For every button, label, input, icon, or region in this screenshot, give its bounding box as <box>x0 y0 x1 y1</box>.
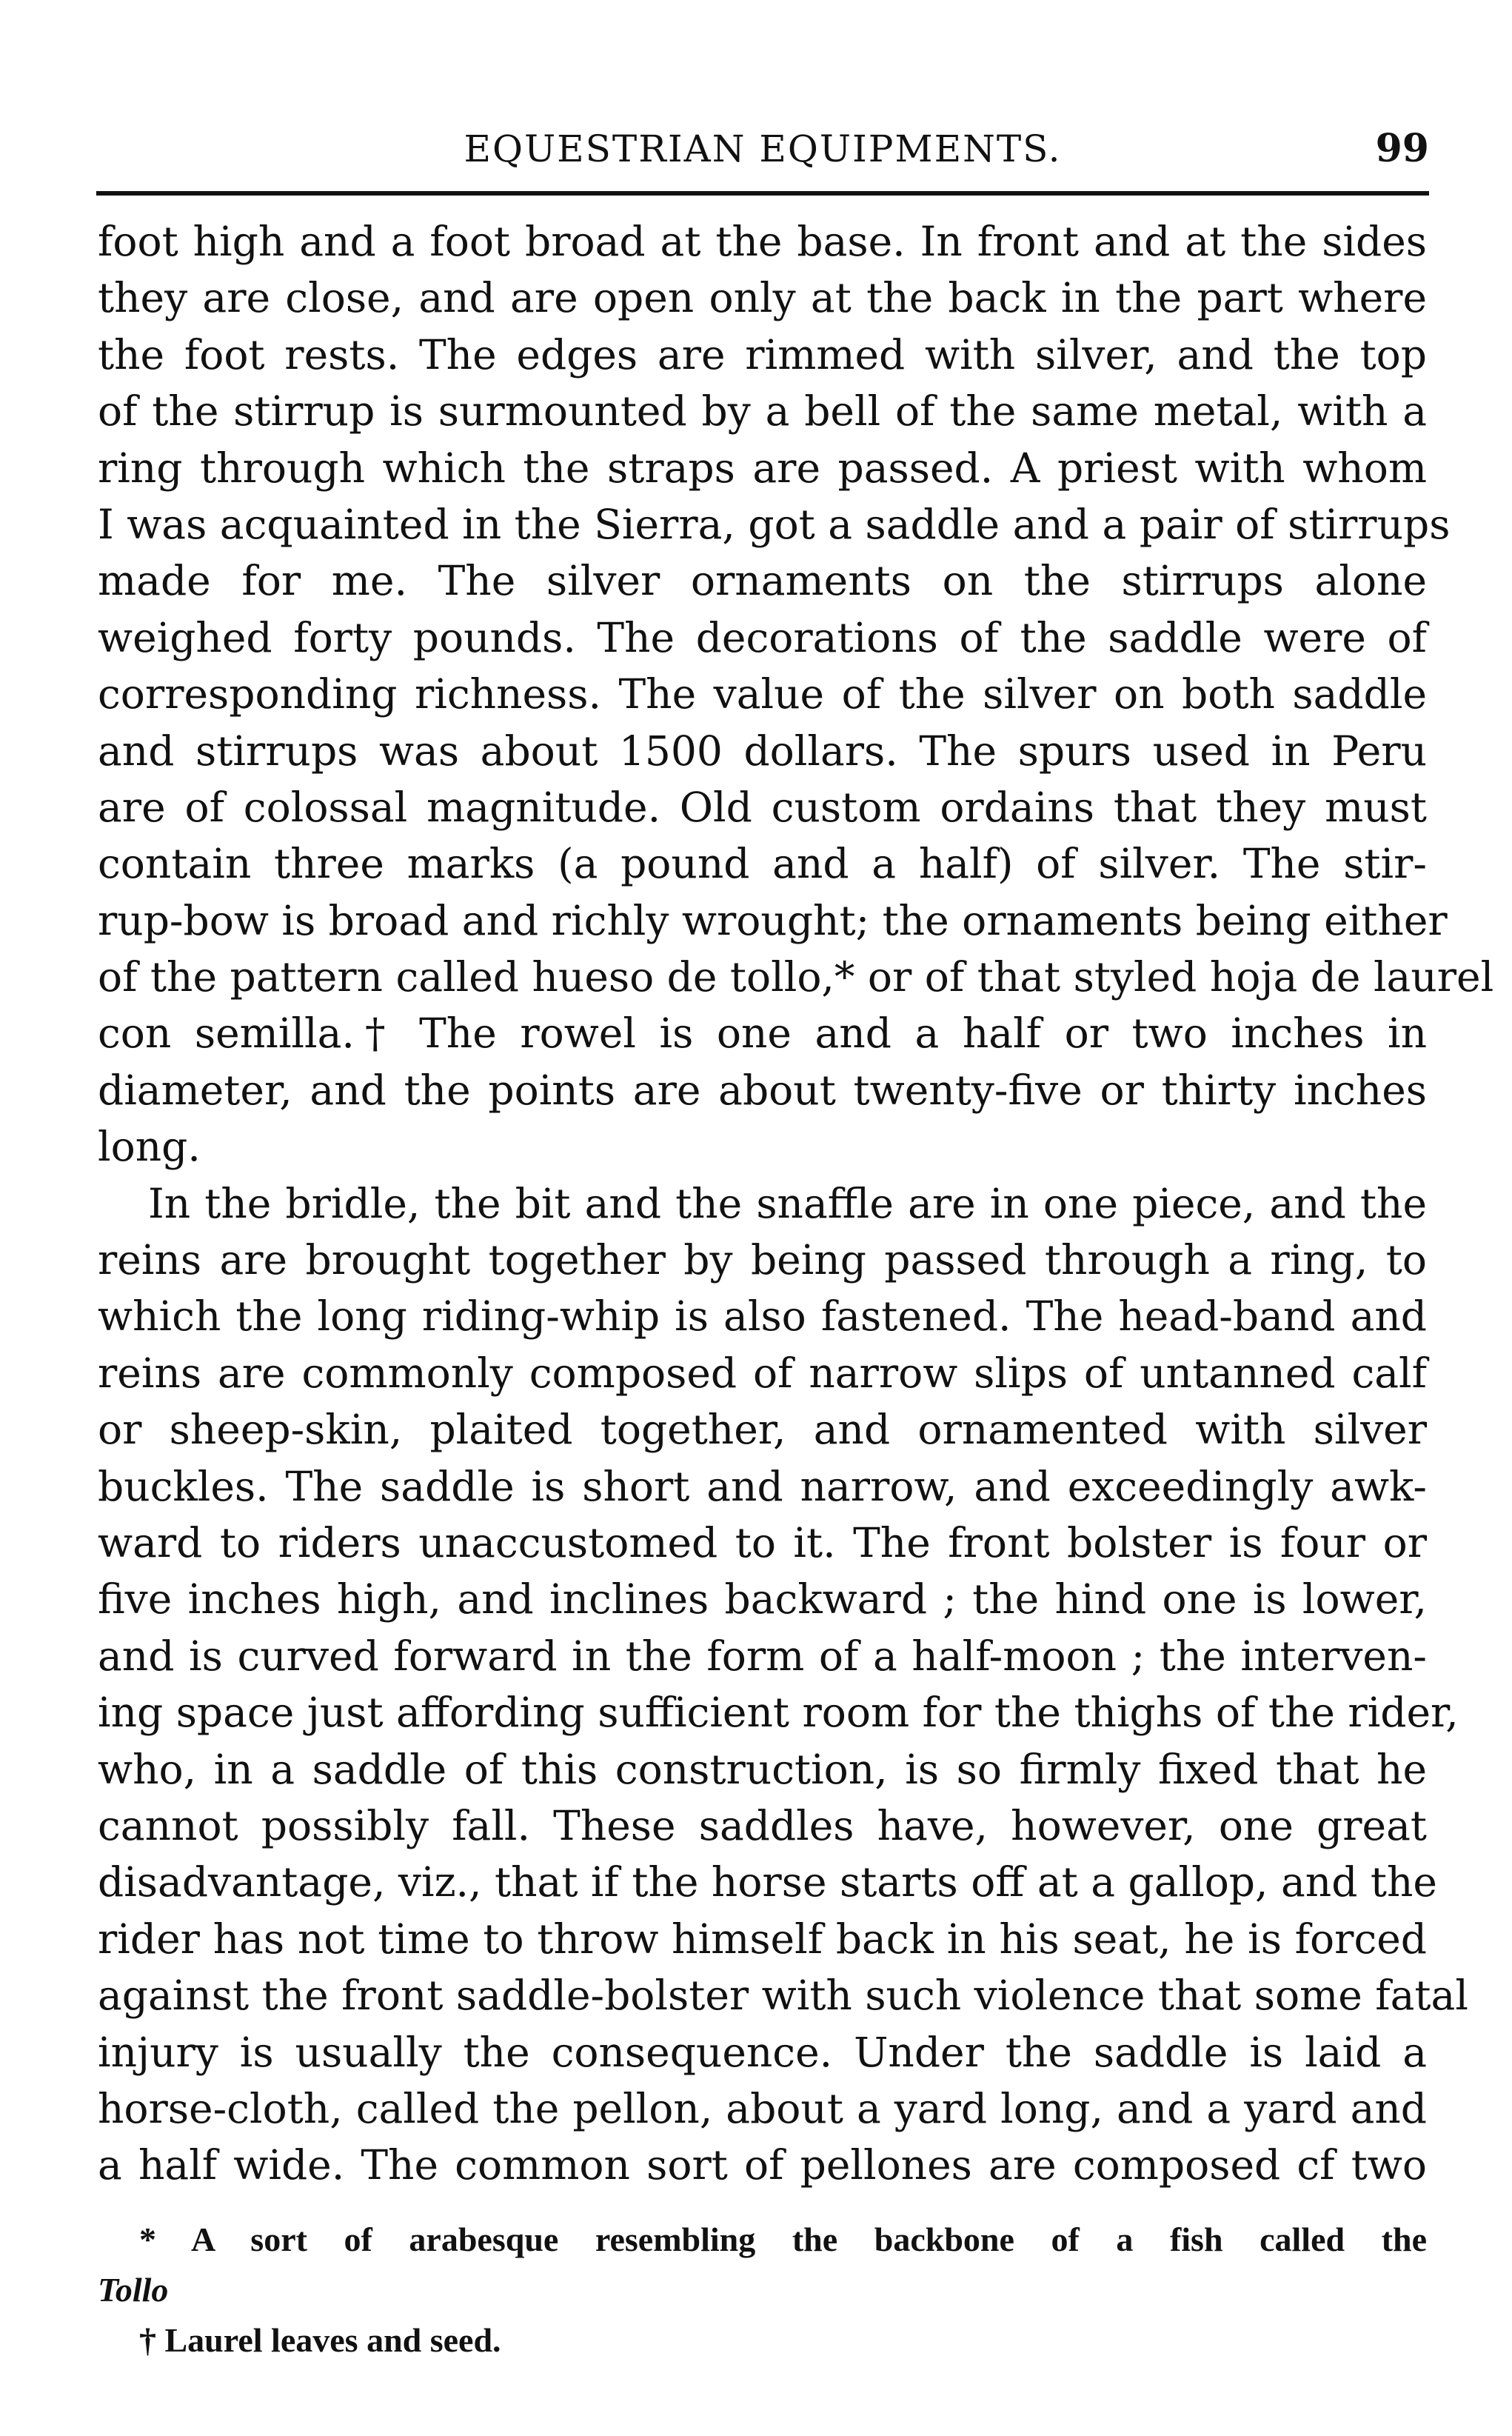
text-line: and is curved forward in the form of a half-moon ; the interven- <box>98 1632 1427 1680</box>
text-line: injury is usually the consequence. Under the saddle is laid a <box>98 2028 1427 2076</box>
text-line: the foot rests. The edges are rimmed with silver, and the top <box>98 330 1427 378</box>
text-line: and stirrups was about 1500 dollars. The spurs used in Peru <box>98 727 1427 775</box>
text-line: of the stirrup is surmounted by a bell of the same metal, with a <box>98 387 1427 436</box>
text-line: rider has not time to throw himself back in his seat, he is forced <box>98 1915 1427 1963</box>
page-header <box>96 119 1429 178</box>
text-line: a half wide. The common sort of pellones are composed cf two <box>98 2141 1427 2189</box>
text-line: ing space just affording sufficient room for the thighs of the rider, <box>98 1689 1459 1737</box>
text-line: reins are brought together by being passed through a ring, to <box>98 1236 1427 1284</box>
text-line: who, in a saddle of this construction, is so firmly fixed that he <box>98 1745 1427 1793</box>
text-line: buckles. The saddle is short and narrow, and exceedingly awk- <box>98 1462 1427 1510</box>
text-line: reins are commonly composed of narrow slips of untanned calf <box>98 1349 1427 1397</box>
body-text <box>98 213 1494 2194</box>
header-rule <box>96 191 1429 196</box>
text-line: diameter, and the points are about twenty-five or thirty inches <box>98 1066 1427 1114</box>
text-line: ring through which the straps are passed. A priest with whom <box>98 444 1427 492</box>
text-line: of the pattern called hueso de tollo,* or of that styled hoja de laurel <box>98 953 1494 1001</box>
text-line: rup-bow is broad and richly wrought; the ornaments being either <box>98 896 1448 944</box>
text-line: foot high and a foot broad at the base. In front and at the sides <box>98 218 1427 265</box>
footnotes <box>98 2215 1427 2366</box>
text-line: con semilla.† The rowel is one and a half or two inches in <box>98 1010 1427 1058</box>
text-line: disadvantage, viz., that if the horse starts off at a gallop, and the <box>98 1858 1437 1906</box>
footnote-continuation: Tollo <box>98 2271 169 2309</box>
text-line: five inches high, and inclines backward ; the hind one is lower, <box>98 1575 1427 1624</box>
text-line: they are close, and are open only at the back in the part where <box>98 274 1427 322</box>
running-title: EQUESTRIAN EQUIPMENTS. <box>464 127 1062 170</box>
paragraph-start-line: In the bridle, the bit and the snaffle are in one piece, and the <box>148 1179 1427 1227</box>
text-line: horse-cloth, called the pellon, about a yard long, and a yard and <box>98 2084 1427 2132</box>
footnote-asterisk: * A sort of arabesque resembling the backbone of a fish called the <box>139 2220 1427 2258</box>
text-line: against the front saddle-bolster with such violence that some fatal <box>98 1972 1468 2020</box>
footnote-dagger: † Laurel leaves and seed. <box>139 2321 501 2359</box>
text-line: corresponding richness. The value of the silver on both saddle <box>98 670 1427 718</box>
text-line: are of colossal magnitude. Old custom ordains that they must <box>98 783 1427 831</box>
text-line: ward to riders unaccustomed to it. The front bolster is four or <box>98 1518 1427 1566</box>
page-number: 99 <box>1375 126 1429 171</box>
text-line: I was acquainted in the Sierra, got a saddle and a pair of stirrups <box>98 500 1451 548</box>
paragraph-end-line: long. <box>98 1123 201 1171</box>
text-line: which the long riding-whip is also fastened. The head-band and <box>98 1292 1427 1341</box>
text-line: contain three marks (a pound and a half) of silver. The stir- <box>98 840 1427 888</box>
text-line: cannot possibly fall. These saddles have, however, one great <box>98 1801 1427 1849</box>
text-line: made for me. The silver ornaments on the stirrups alone <box>98 557 1427 605</box>
text-line: weighed forty pounds. The decorations of the saddle were of <box>98 613 1427 661</box>
text-line: or sheep-skin, plaited together, and ornamented with silver <box>98 1406 1427 1454</box>
